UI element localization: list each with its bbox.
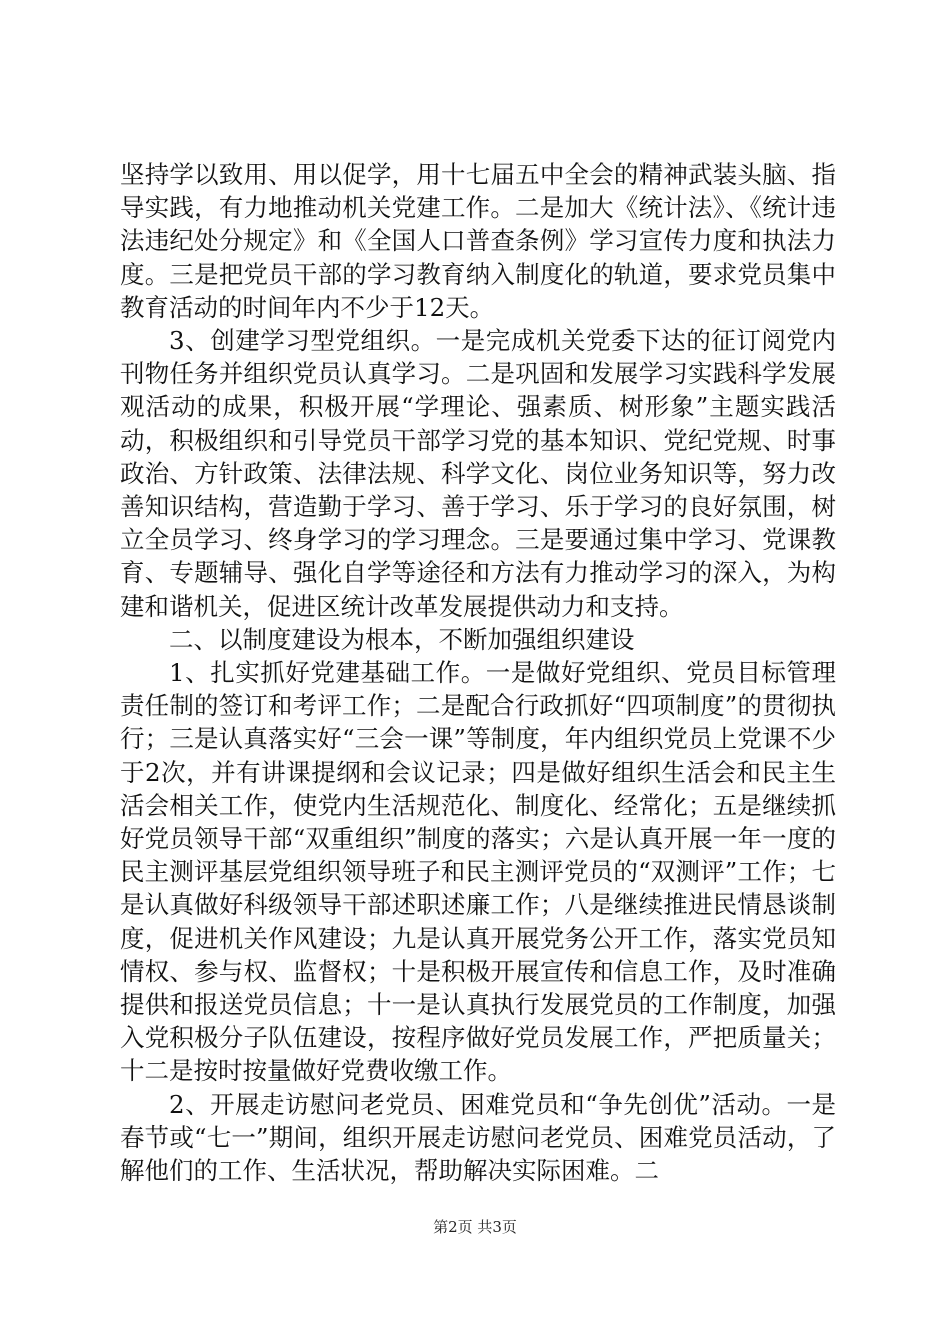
page-footer: 第2页 共3页 xyxy=(433,1218,517,1236)
section-heading-system-building: 二、以制度建设为根本，不断加强组织建设 xyxy=(169,624,635,654)
paragraph-visit-activities: 2、开展走访慰问老党员、困难党员和“争先创优”活动。一是春节或“七一”期间，组织开展走访慰问老党员、困难党员活动，了解他们的工作、生活状况，帮助解决实际困难。二 xyxy=(120,1089,836,1186)
paragraph-learning-organization: 3、创建学习型党组织。一是完成机关党委下达的征订阅党内刊物任务并组织党员认真学习。二是巩固和发展学习实践科学发展观活动的成果，积极开展“学理论、强素质、树形象”主题实践活动，积极组织和引导党员干部学习党的基本知识、党纪党规、时事政治、方针政策、法律法规、科学文化、岗位业务知识等，努力改善知识结构，营造勤于学习、善于学习、乐于学习的良好氛围，树立全员学习、终身学习的学习理念。三是要通过集中学习、党课教育、专题辅导、强化自学等途径和方法有力推动学习的深入，为构建和谐机关，促进区统计改革发展提供动力和支持。 xyxy=(120,326,836,621)
paragraph-party-basic-work: 1、扎实抓好党建基础工作。一是做好党组织、党员目标管理责任制的签订和考评工作；二是配合行政抓好“四项制度”的贯彻执行；三是认真落实好“三会一课”等制度，年内组织党员上党课不少于2次，并有讲课提纲和会议记录；四是做好组织生活会和民主生活会相关工作，使党内生活规范化、制度化、经常化；五是继续抓好党员领导干部“双重组织”制度的落实；六是认真开展一年一度的民主测评基层党组织领导班子和民主测评党员的“双测评”工作；七是认真做好科级领导干部述职述廉工作；八是继续推进民情恳谈制度，促进机关作风建设；九是认真开展党务公开工作，落实党员知情权、参与权、监督权；十是积极开展宣传和信息工作，及时准确提供和报送党员信息；十一是认真执行发展党员的工作制度，加强入党积极分子队伍建设，按程序做好党员发展工作，严把质量关；十二是按时按量做好党费收缴工作。 xyxy=(120,658,836,1086)
paragraph-continuation: 坚持学以致用、用以促学，用十七届五中全会的精神武装头脑、指导实践，有力地推动机关党建工作。二是加大《统计法》、《统计违法违纪处分规定》和《全国人口普查条例》学习宣传力度和执法力度。三是把党员干部的学习教育纳入制度化的轨道，要求党员集中教育活动的时间年内不少于12天。 xyxy=(120,160,836,322)
document-body xyxy=(120,158,836,1187)
